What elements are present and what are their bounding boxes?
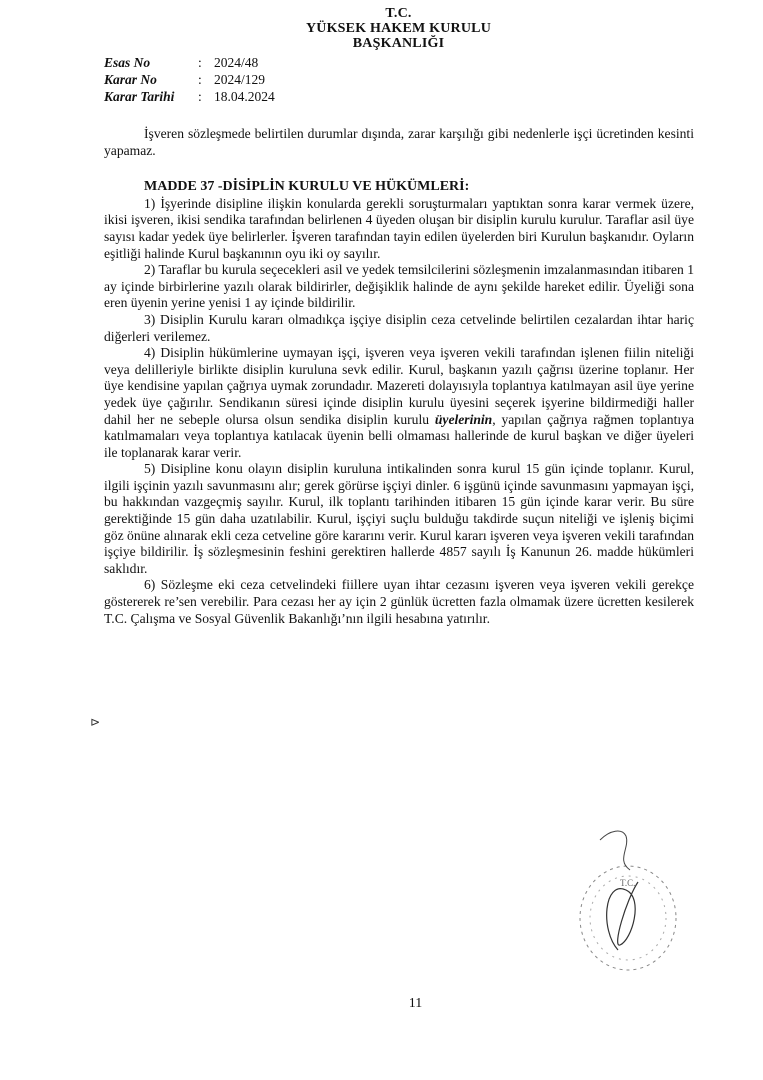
meta-label: Esas No — [104, 55, 151, 70]
article-paragraph-3: 3) Disiplin Kurulu kararı olmadıkça işçiye disiplin ceza cetvelinde belirtilen cezalardan ihtar hariç diğerleri verilemez. — [104, 311, 694, 344]
meta-colon: : — [198, 55, 202, 70]
article-title: MADDE 37 -DİSİPLİN KURULU VE HÜKÜMLERİ: — [144, 179, 470, 195]
paragraph-4-text-a: 4) Disiplin hükümlerine uymayan işçi, işveren veya işveren vekili tarafından işlenen fiilin niteliği veya delilleriyle birlikte disiplin kuruluna sevk edilir. Kurul, başkanın yazılı çağrısı üzerine toplanır. Her üye kendisine yapılan çağrıya uymak zorundadır. Mazereti dolayısıyla toplantıya katılmayan asil üye yerine yedek üye çağırılır. Sendikanın süresi içinde disiplin kurulu üyesini seçerek işyerine bildirmediği haller dahil her ne sebeple olursa olsun sendika disiplin kurulu — [104, 345, 694, 427]
arrow-mark-icon: ⊳ — [90, 715, 101, 729]
meta-colon: : — [198, 72, 202, 87]
meta-row-case-no — [104, 54, 275, 71]
meta-label: Karar Tarihi — [104, 89, 175, 104]
meta-row-decision-date — [104, 88, 275, 105]
paragraph-4-text-b: , yapılan çağrıya rağmen toplantıya katılmamaları veya toplantıya katılacak üyenin belli olmaması hallerinde de kurul başkan ve diğer üyeleri ile toplanarak karar verir. — [104, 411, 694, 460]
document-body — [104, 126, 694, 627]
official-seal-icon — [560, 820, 690, 980]
article-paragraph-6: 6) Sözleşme eki ceza cetvelindeki fiillere uyan ihtar cezasını işveren veya işveren vekili gerekçe göstererek re’sen verebilir. Para cezası her ay için 2 günlük ücretten fazla olmamak üzere ücretten kesilerek T.C. Çalışma ve Sosyal Güvenlik Bakanlığı’nın ilgili hesabına yatırılır. — [104, 577, 694, 626]
meta-value: 18.04.2024 — [214, 89, 275, 104]
header-line-tc: T.C. — [385, 6, 412, 21]
article-paragraph-1: 1) İşyerinde disipline ilişkin konularda gerekli soruşturmaları yaptıktan sonra karar vermek üzere, ikisi işveren, ikisi sendika tarafından belirlenen 4 üyeden oluşan bir disiplin kurulu kurulur. Taraflar asil üye sayısı kadar yedek üye belirlerler. İşveren tarafından tayin edilen üyelerden biri Kurulun başkanıdır. Oyların eşitliği halinde Kurul başkanının oyu iki oy sayılır. — [104, 195, 694, 261]
emphasized-word: üyelerinin — [434, 411, 493, 427]
case-metadata — [104, 54, 275, 105]
header-line-board: YÜKSEK HAKEM KURULU — [305, 21, 492, 36]
document-header — [0, 6, 763, 51]
meta-colon: : — [198, 89, 202, 104]
article-paragraph-2: 2) Taraflar bu kurula seçecekleri asil ve yedek temsilcilerini sözleşmenin imzalanmasından itibaren 1 ay içinde birbirlerine yazılı olarak bildirirler, değişiklik halinde de aynı şekilde hareket edilir. Üyeliği sona eren üyenin yerine yenisi 1 ay içinde bildirilir. — [104, 262, 694, 311]
page-number: 11 — [408, 996, 423, 1011]
intro-paragraph: İşveren sözleşmede belirtilen durumlar dışında, zarar karşılığı gibi nedenlerle işçi ücretinden kesinti yapamaz. — [104, 126, 694, 158]
meta-label: Karar No — [104, 72, 157, 87]
article-paragraph-5: 5) Disipline konu olayın disiplin kuruluna intikalinden sonra kurul 15 gün içinde toplanır. Kurul, ilgili işçinin yazılı savunmasını alır; gerek görürse işçiyi dinler. 6 işgünü içinde savunmasını yapmayan işçi, bu hakkından vazgeçmiş sayılır. Kurul, ilk toplantı tarihinden itibaren 15 gün içinde karar verir. Bu süre gerektiğinde 15 gün daha uzatılabilir. Kurul, işçiyi suçlu bulduğu takdirde suçun niteliği ve işleniş biçimi göz önüne alınarak ekli ceza cetveline göre kararını verir. Kurul kararı işveren veya işveren vekili tarafından işçiye bildirilir. İş sözleşmesinin feshini gerektiren hallerde 4857 sayılı İş Kanunun 26. madde hükümleri saklıdır. — [104, 461, 694, 576]
meta-value: 2024/48 — [214, 55, 259, 70]
header-line-presidency: BAŞKANLIĞI — [352, 36, 445, 51]
meta-value: 2024/129 — [214, 72, 266, 87]
meta-row-decision-no — [104, 71, 275, 88]
article-paragraph-4 — [104, 345, 694, 461]
svg-text:T.C.: T.C. — [620, 878, 636, 888]
